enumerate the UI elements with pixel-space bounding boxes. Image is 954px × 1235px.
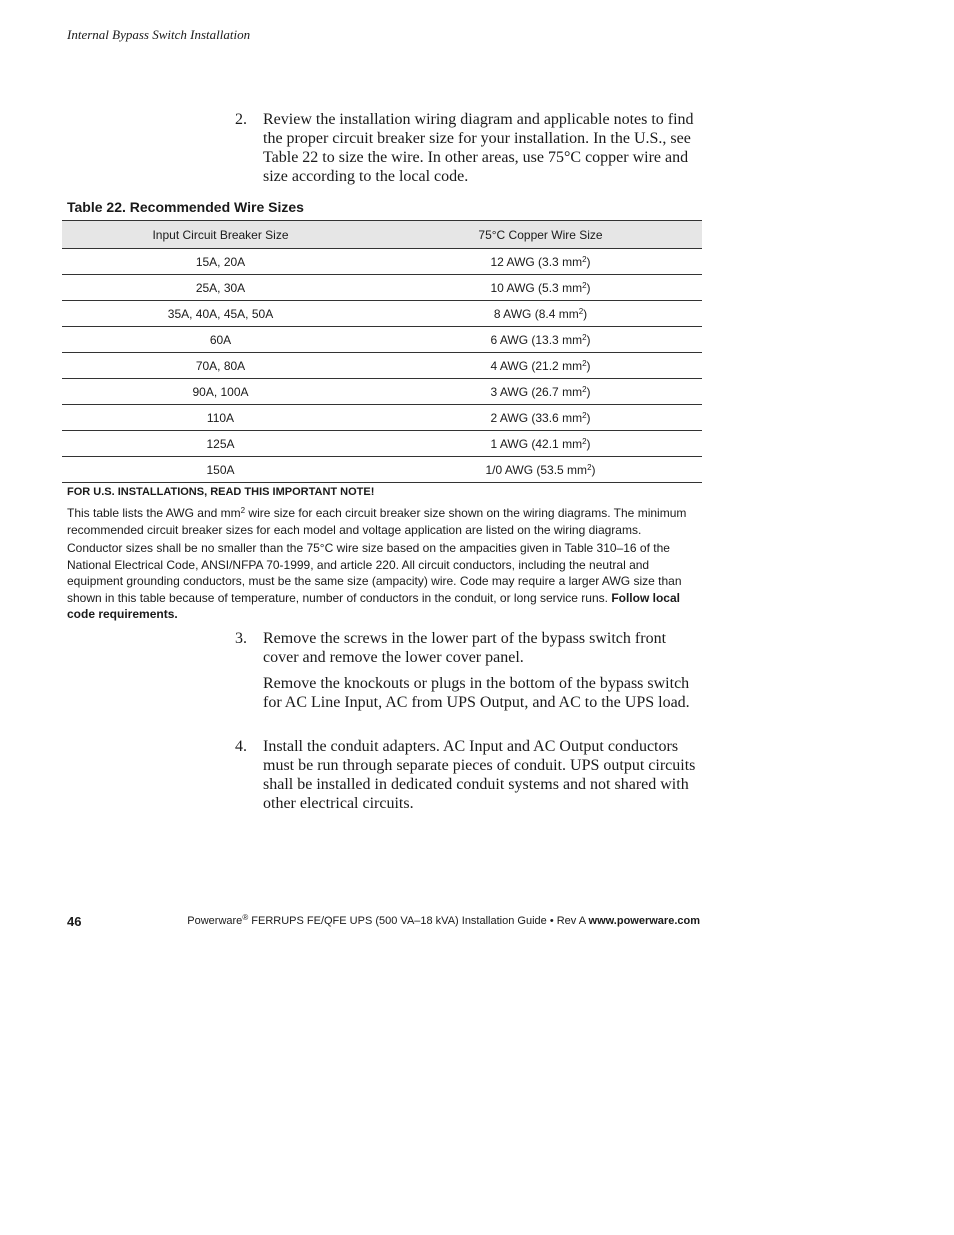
table-row bbox=[62, 275, 702, 301]
superscript: 2 bbox=[582, 332, 587, 342]
step-3 bbox=[235, 629, 705, 667]
table-row bbox=[62, 405, 702, 431]
step-number: 3. bbox=[235, 630, 247, 647]
wire-size-cell bbox=[379, 249, 702, 275]
step-3-paragraph: Remove the knockouts or plugs in the bottom of the bypass switch for AC Line Input, AC from UPS Output, and AC to the UPS load. bbox=[263, 675, 690, 711]
step-number: 2. bbox=[235, 111, 247, 128]
footer-brand: Powerware bbox=[187, 915, 243, 927]
breaker-size-cell: 125A bbox=[62, 431, 379, 457]
superscript: 2 bbox=[582, 280, 587, 290]
wire-size-close: ) bbox=[586, 358, 591, 373]
page-number: 46 bbox=[67, 914, 82, 929]
registered-mark: ® bbox=[242, 913, 249, 922]
wire-size-cell bbox=[379, 301, 702, 327]
note-emphasis: Follow local code requirements. bbox=[67, 590, 680, 621]
note-paragraph-1 bbox=[67, 505, 707, 538]
wire-size-text: 12 AWG (3.3 mm bbox=[490, 254, 583, 269]
wire-size-text: 6 AWG (13.3 mm bbox=[490, 332, 583, 347]
step-text: Review the installation wiring diagram and applicable notes to find the proper circuit breaker size for your installation. In the U.S., see Table 22 to size the wire. In other areas, use 75°C copper wire and size according to the local code. bbox=[263, 111, 694, 185]
breaker-size-cell: 70A, 80A bbox=[62, 353, 379, 379]
wire-size-close: ) bbox=[586, 410, 591, 425]
breaker-size-cell: 35A, 40A, 45A, 50A bbox=[62, 301, 379, 327]
wire-size-text: 1/0 AWG (53.5 mm bbox=[485, 462, 588, 477]
wire-size-cell bbox=[379, 275, 702, 301]
wire-size-cell bbox=[379, 405, 702, 431]
breaker-size-cell: 60A bbox=[62, 327, 379, 353]
wire-size-cell bbox=[379, 431, 702, 457]
wire-size-close: ) bbox=[591, 462, 596, 477]
wire-size-close: ) bbox=[586, 254, 591, 269]
note-title: FOR U.S. INSTALLATIONS, READ THIS IMPORTANT NOTE! bbox=[67, 486, 375, 498]
table-row bbox=[62, 327, 702, 353]
wire-size-table bbox=[62, 220, 702, 483]
superscript: 2 bbox=[587, 462, 592, 472]
breaker-size-cell: 25A, 30A bbox=[62, 275, 379, 301]
column-header-wire: 75°C Copper Wire Size bbox=[379, 221, 702, 249]
wire-size-cell bbox=[379, 457, 702, 483]
table-header-row bbox=[62, 221, 702, 249]
superscript: 2 bbox=[582, 436, 587, 446]
wire-size-text: 4 AWG (21.2 mm bbox=[490, 358, 583, 373]
step-text: Remove the screws in the lower part of the bypass switch front cover and remove the lower cover panel. bbox=[263, 630, 667, 666]
wire-size-cell bbox=[379, 327, 702, 353]
wire-size-text: 8 AWG (8.4 mm bbox=[493, 306, 579, 321]
superscript: 2 bbox=[578, 306, 584, 316]
wire-size-close: ) bbox=[586, 436, 591, 451]
table-row bbox=[62, 431, 702, 457]
superscript: 2 bbox=[582, 254, 587, 264]
breaker-size-cell: 90A, 100A bbox=[62, 379, 379, 405]
note-paragraph-2 bbox=[67, 540, 707, 623]
wire-size-close: ) bbox=[586, 332, 591, 347]
breaker-size-cell: 110A bbox=[62, 405, 379, 431]
breaker-size-cell: 150A bbox=[62, 457, 379, 483]
wire-size-text: 1 AWG (42.1 mm bbox=[490, 436, 583, 451]
wire-size-close: ) bbox=[586, 280, 591, 295]
wire-size-cell bbox=[379, 379, 702, 405]
superscript: 2 bbox=[240, 506, 246, 515]
note-text: This table lists the AWG and mm bbox=[67, 506, 241, 520]
step-number: 4. bbox=[235, 738, 247, 755]
footer-url: www.powerware.com bbox=[588, 915, 700, 927]
wire-size-text: 3 AWG (26.7 mm bbox=[490, 384, 583, 399]
step-4 bbox=[235, 737, 705, 813]
superscript: 2 bbox=[582, 358, 587, 368]
footer-title: FERRUPS FE/QFE UPS (500 VA–18 kVA) Installation Guide • Rev A bbox=[248, 915, 589, 927]
table-row bbox=[62, 379, 702, 405]
step-text: Install the conduit adapters. AC Input and AC Output conductors must be run through separate pieces of conduit. UPS output circuits shall be installed in dedicated conduit systems and not shared with other electrical circuits. bbox=[263, 738, 696, 812]
superscript: 2 bbox=[582, 410, 587, 420]
table-row bbox=[62, 353, 702, 379]
breaker-size-cell: 15A, 20A bbox=[62, 249, 379, 275]
wire-size-cell bbox=[379, 353, 702, 379]
wire-size-text: 2 AWG (33.6 mm bbox=[490, 410, 583, 425]
wire-size-close: ) bbox=[586, 384, 591, 399]
wire-size-text: 10 AWG (5.3 mm bbox=[490, 280, 583, 295]
column-header-breaker: Input Circuit Breaker Size bbox=[62, 221, 379, 249]
wire-size-close: ) bbox=[583, 306, 588, 321]
table-row bbox=[62, 457, 702, 483]
footer-text bbox=[187, 915, 700, 927]
table-title: Table 22. Recommended Wire Sizes bbox=[67, 199, 304, 215]
step-2 bbox=[235, 110, 705, 186]
running-header: Internal Bypass Switch Installation bbox=[67, 27, 251, 42]
superscript: 2 bbox=[582, 384, 587, 394]
table-row bbox=[62, 301, 702, 327]
table-row bbox=[62, 249, 702, 275]
note-text: Conductor sizes shall be no smaller than the 75°C wire size based on the ampacities given in Table 310–16 of the National Electrical Code, ANSI/NFPA 70-1999, and article 220. All circuit conductors, including the neutral and equipment grounding conductors, must be the same size (ampacity) wire. Code may require a larger AWG size than shown in this table because of temperature, number of conductors in the conduit, or long service runs. bbox=[67, 541, 682, 605]
note-text: wire size for each circuit breaker size shown on the wiring diagrams. The minimum recommended circuit breaker sizes for each model and voltage application are listed on the wiring diagrams. bbox=[67, 506, 687, 537]
